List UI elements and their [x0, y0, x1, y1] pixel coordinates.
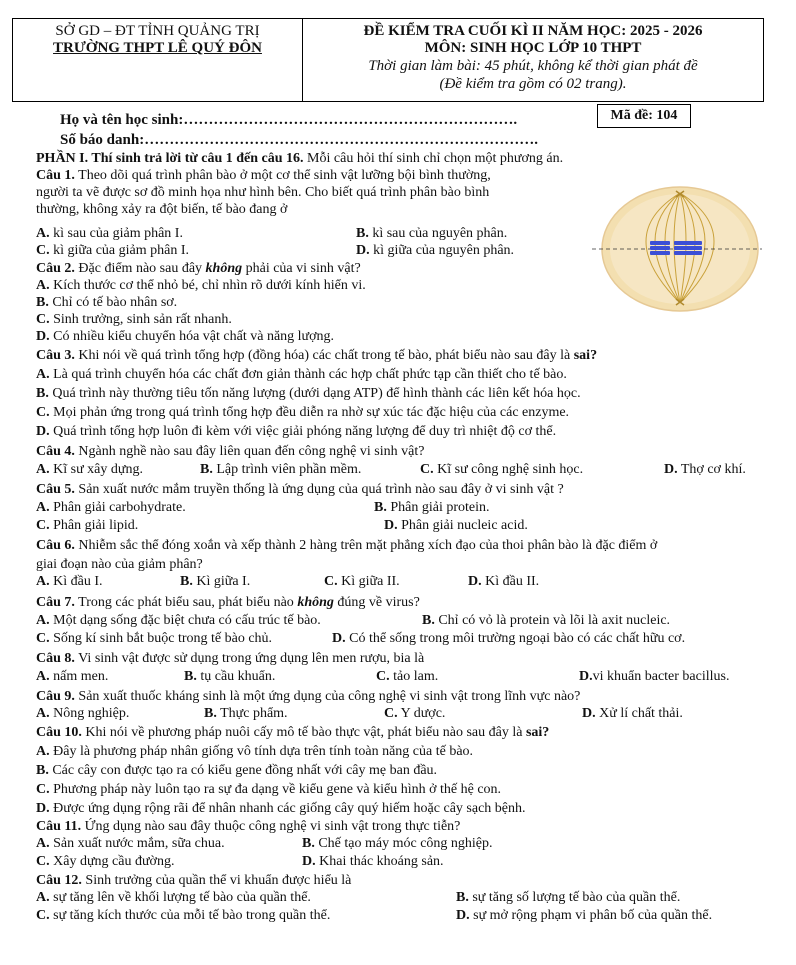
option-key: D. — [302, 854, 316, 869]
q1-label: Câu 1. — [36, 168, 75, 183]
question-11 — [36, 818, 460, 835]
q6-label: Câu 6. — [36, 538, 75, 553]
option-key: C. — [384, 706, 398, 721]
q12-label: Câu 12. — [36, 873, 82, 888]
school-name: TRƯỜNG THPT LÊ QUÝ ĐÔN — [53, 40, 262, 56]
option-key: C. — [36, 518, 50, 533]
pages-note: (Đề kiểm tra gồm có 02 trang). — [439, 76, 627, 92]
q6-text-line2: giai đoạn nào của giảm phân? — [36, 557, 203, 572]
chromosome — [650, 241, 670, 245]
option-text: Xây dựng cầu đường. — [49, 854, 175, 869]
q3-option-a[interactable] — [36, 366, 567, 383]
chromosome — [674, 246, 702, 250]
q1-option-a[interactable] — [36, 226, 183, 242]
q7-text-end: đúng về virus? — [333, 595, 420, 610]
department-name: SỞ GD – ĐT TỈNH QUẢNG TRỊ — [55, 23, 260, 39]
option-key: C. — [420, 462, 434, 477]
option-text: Phân giải protein. — [386, 500, 490, 515]
option-key: B. — [36, 763, 49, 778]
option-text: Xử lí chất thải. — [595, 706, 683, 721]
question-9 — [36, 688, 580, 705]
option-text: Chỉ có vỏ là protein và lõi là axit nucleic. — [434, 613, 671, 628]
q2-option-b[interactable] — [36, 294, 177, 311]
option-text: Kì đầu I. — [49, 574, 103, 589]
q1-option-c[interactable] — [36, 243, 189, 259]
q6-option-d[interactable] — [468, 574, 539, 590]
q3-text: Khi nói về quá trình tổng hợp (đồng hóa) các chất trong tế bào, phát biểu nào sau đây là — [74, 348, 574, 363]
option-text: Được ứng dụng rộng rãi để nhân nhanh các giống cây quý hiếm hoặc cây sạch bệnh. — [49, 801, 526, 816]
q7-text: Trong các phát biểu sau, phát biểu nào — [74, 595, 298, 610]
option-key: C. — [376, 669, 390, 684]
q10-label: Câu 10. — [36, 725, 82, 740]
option-key: C. — [36, 312, 50, 327]
q2-label: Câu 2. — [36, 261, 75, 276]
q10-emphasis: sai? — [525, 725, 550, 740]
option-key: B. — [356, 226, 369, 241]
option-key: A. — [36, 462, 50, 477]
option-text: Một dạng sống đặc biệt chưa có cấu trúc tế bào. — [49, 613, 321, 628]
option-key: C. — [36, 243, 50, 258]
q7-option-b[interactable] — [422, 613, 670, 629]
option-key: A. — [36, 836, 50, 851]
q6-option-a[interactable] — [36, 574, 103, 590]
question-7 — [36, 594, 420, 611]
option-key: C. — [36, 405, 50, 420]
question-5 — [36, 481, 564, 498]
option-text: kì sau của nguyên phân. — [368, 226, 508, 241]
question-12 — [36, 872, 351, 889]
option-key: D. — [332, 631, 346, 646]
option-key: D. — [664, 462, 678, 477]
option-text: Phân giải lipid. — [49, 518, 139, 533]
q9-option-b[interactable] — [204, 706, 288, 722]
q9-option-d[interactable] — [582, 706, 683, 722]
q7-option-d[interactable] — [332, 631, 685, 647]
q3-emphasis: sai? — [573, 348, 598, 363]
part1-heading — [36, 150, 563, 167]
option-text: Kì giữa I. — [192, 574, 251, 589]
option-key: B. — [200, 462, 213, 477]
option-key: C. — [36, 631, 50, 646]
q2-text-end: phải của vi sinh vật? — [242, 261, 361, 276]
q6-option-b[interactable] — [180, 574, 250, 590]
option-text: Phân giải nucleic acid. — [397, 518, 528, 533]
q4-option-a[interactable] — [36, 462, 143, 478]
option-text: Thực phẩm. — [216, 706, 288, 721]
option-text: sự tăng lên về khối lượng tế bào của quần thể. — [49, 890, 311, 905]
option-text: sự tăng kích thước của mỗi tế bào trong quần thể. — [49, 908, 331, 923]
q2-option-a[interactable] — [36, 277, 366, 294]
option-key: C. — [324, 574, 338, 589]
q11-option-a[interactable] — [36, 836, 225, 852]
option-text: Quá trình tổng hợp luôn đi kèm với việc giải phóng năng lượng để duy trì nhiệt độ cơ thể. — [49, 424, 557, 439]
option-text: Y dược. — [397, 706, 446, 721]
option-key: A. — [36, 367, 50, 382]
option-text: sự tăng số lượng tế bào của quần thể. — [468, 890, 681, 905]
option-text: tảo lam. — [389, 669, 439, 684]
q1-option-d[interactable] — [356, 243, 514, 259]
q5-option-a[interactable] — [36, 500, 186, 516]
option-key: B. — [456, 890, 469, 905]
q7-option-a[interactable] — [36, 613, 321, 629]
q10-option-c[interactable] — [36, 781, 501, 798]
q2-option-c[interactable] — [36, 311, 232, 328]
student-name-line: Họ và tên học sinh:…………………………………………………………. — [60, 112, 518, 128]
q5-option-b[interactable] — [374, 500, 490, 516]
option-key: B. — [36, 295, 49, 310]
chromosome — [674, 251, 702, 255]
option-key: C. — [36, 908, 50, 923]
option-key: D. — [579, 669, 593, 684]
option-key: A. — [36, 278, 50, 293]
option-text: Sinh trưởng, sinh sản rất nhanh. — [49, 312, 232, 327]
q9-label: Câu 9. — [36, 689, 75, 704]
q8-label: Câu 8. — [36, 651, 75, 666]
option-key: B. — [302, 836, 315, 851]
question-6 — [36, 537, 657, 554]
question-4 — [36, 443, 424, 460]
q1-text-line3: thường, không xảy ra đột biến, tế bào đang ở — [36, 202, 288, 217]
option-text: Kích thước cơ thể nhỏ bé, chỉ nhìn rõ dưới kính hiển vi. — [49, 278, 366, 293]
option-text: Chỉ có tế bào nhân sơ. — [48, 295, 178, 310]
question-10 — [36, 724, 549, 741]
q12-option-a[interactable] — [36, 890, 311, 906]
q5-text: Sản xuất nước mắm truyền thống là ứng dụng của quá trình nào sau đây ở vi sinh vật ? — [74, 482, 564, 497]
q4-option-c[interactable] — [420, 462, 583, 478]
q11-option-c[interactable] — [36, 854, 174, 870]
q12-option-b[interactable] — [456, 890, 680, 906]
option-text: Có nhiều kiểu chuyển hóa vật chất và năng lượng. — [49, 329, 335, 344]
q6-text: Nhiễm sắc thể đóng xoắn và xếp thành 2 hàng trên mặt phẳng xích đạo của thoi phân bào là đặc điểm ở — [74, 538, 658, 553]
q4-text: Ngành nghề nào sau đây liên quan đến công nghệ vi sinh vật? — [74, 444, 425, 459]
q4-label: Câu 4. — [36, 444, 75, 459]
question-1 — [36, 167, 491, 184]
option-key: A. — [36, 890, 50, 905]
question-8 — [36, 650, 424, 667]
option-text: nấm men. — [49, 669, 109, 684]
q9-option-a[interactable] — [36, 706, 129, 722]
option-text: Lập trình viên phần mềm. — [212, 462, 362, 477]
option-text: Mọi phản ứng trong quá trình tổng hợp đều diễn ra nhờ sự xúc tác đặc hiệu của các enzyme. — [49, 405, 570, 420]
option-key: D. — [36, 801, 50, 816]
q12-option-d[interactable] — [456, 908, 712, 924]
q12-option-c[interactable] — [36, 908, 330, 924]
q10-option-d[interactable] — [36, 800, 526, 817]
option-key: B. — [422, 613, 435, 628]
header-left — [13, 19, 303, 101]
option-key: B. — [36, 386, 49, 401]
q8-option-a[interactable] — [36, 669, 108, 685]
option-key: B. — [184, 669, 197, 684]
option-key: A. — [36, 500, 50, 515]
part1-title: PHẦN I. Thí sinh trả lời từ câu 1 đến câu 16. — [36, 151, 304, 166]
option-text: Chế tạo máy móc công nghiệp. — [314, 836, 493, 851]
option-key: B. — [204, 706, 217, 721]
q7-label: Câu 7. — [36, 595, 75, 610]
exam-code-box: Mã đề: 104 — [597, 104, 691, 128]
q1-option-b[interactable] — [356, 226, 507, 242]
student-id-line: Số báo danh:……………………………………………………………………. — [60, 132, 538, 148]
option-key: A. — [36, 669, 50, 684]
option-text: vi khuẩn bacter bacillus. — [592, 669, 730, 684]
option-text: Kì đầu II. — [481, 574, 540, 589]
option-key: D. — [384, 518, 398, 533]
option-text: kì giữa của nguyên phân. — [369, 243, 515, 258]
q8-text: Vi sinh vật được sử dụng trong ứng dụng lên men rượu, bia là — [74, 651, 425, 666]
option-text: Kĩ sư công nghệ sinh học. — [433, 462, 584, 477]
q5-option-d[interactable] — [384, 518, 528, 534]
q11-label: Câu 11. — [36, 819, 82, 834]
q5-label: Câu 5. — [36, 482, 75, 497]
option-key: D. — [36, 329, 50, 344]
q6-option-c[interactable] — [324, 574, 400, 590]
option-key: C. — [36, 782, 50, 797]
option-text: kì sau của giảm phân I. — [49, 226, 183, 241]
q4-option-b[interactable] — [200, 462, 361, 478]
option-text: sự mở rộng phạm vi phân bố của quần thể. — [469, 908, 713, 923]
q9-text: Sản xuất thuốc kháng sinh là một ứng dụng của công nghệ vi sinh vật trong lĩnh vực nào? — [74, 689, 581, 704]
q3-label: Câu 3. — [36, 348, 75, 363]
q3-option-b[interactable] — [36, 385, 581, 402]
q11-option-d[interactable] — [302, 854, 444, 870]
exam-title: ĐỀ KIỂM TRA CUỐI KÌ II NĂM HỌC: 2025 - 2026 — [363, 23, 703, 39]
option-key: A. — [36, 706, 50, 721]
option-text: Các cây con được tạo ra có kiểu gene đồng nhất với cây mẹ ban đầu. — [48, 763, 438, 778]
option-text: Kì giữa II. — [337, 574, 400, 589]
question-3 — [36, 347, 597, 364]
exam-header — [12, 18, 764, 102]
option-text: Thợ cơ khí. — [677, 462, 746, 477]
q2-option-d[interactable] — [36, 328, 334, 345]
option-key: A. — [36, 574, 50, 589]
option-key: A. — [36, 613, 50, 628]
option-key: A. — [36, 226, 50, 241]
q8-option-d[interactable] — [579, 669, 729, 685]
option-key: D. — [582, 706, 596, 721]
option-key: D. — [356, 243, 370, 258]
option-text: Nông nghiệp. — [49, 706, 130, 721]
option-text: Là quá trình chuyển hóa các chất đơn giản thành các hợp chất phức tạp cần thiết cho tế bào. — [49, 367, 567, 382]
option-text: Sản xuất nước mắm, sữa chua. — [49, 836, 225, 851]
q2-text: Đặc điểm nào sau đây — [74, 261, 206, 276]
chromosome — [650, 246, 670, 250]
q11-text: Ứng dụng nào sau đây thuộc công nghệ vi sinh vật trong thực tiễn? — [81, 819, 461, 834]
question-2 — [36, 260, 361, 277]
option-text: Có thể sống trong môi trường ngoại bào có các chất hữu cơ. — [345, 631, 686, 646]
option-key: B. — [374, 500, 387, 515]
q4-option-d[interactable] — [664, 462, 746, 478]
exam-subject: MÔN: SINH HỌC LỚP 10 THPT — [424, 40, 642, 56]
cell-division-figure — [592, 185, 762, 313]
option-key: A. — [36, 744, 50, 759]
q9-option-c[interactable] — [384, 706, 445, 722]
option-text: Sống kí sinh bắt buộc trong tế bào chủ. — [49, 631, 273, 646]
option-key: D. — [456, 908, 470, 923]
q2-emphasis: không — [205, 261, 243, 276]
q11-option-b[interactable] — [302, 836, 493, 852]
option-text: Phương pháp này luôn tạo ra sự đa dạng về kiểu gene và kiểu hình ở thế hệ con. — [49, 782, 502, 797]
header-right — [303, 19, 763, 101]
option-text: Quá trình này thường tiêu tốn năng lượng (dưới dạng ATP) để hình thành các liên kết hóa học. — [48, 386, 581, 401]
chromosome — [674, 241, 702, 245]
q7-emphasis: không — [297, 595, 334, 610]
q8-option-c[interactable] — [376, 669, 438, 685]
q10-text: Khi nói về phương pháp nuôi cấy mô tế bào thực vật, phát biểu nào sau đây là — [81, 725, 526, 740]
q1-text-line2: người ta vẽ được sơ đồ minh họa như hình bên. Cho biết quá trình phân bào bình — [36, 185, 490, 200]
option-text: Đây là phương pháp nhân giống vô tính dựa trên tính toàn năng của tế bào. — [49, 744, 474, 759]
q8-option-b[interactable] — [184, 669, 275, 685]
option-key: D. — [36, 424, 50, 439]
option-text: Khai thác khoáng sản. — [315, 854, 444, 869]
q5-option-c[interactable] — [36, 518, 138, 534]
option-text: Phân giải carbohydrate. — [49, 500, 186, 515]
chromosome — [650, 251, 670, 255]
q3-option-d[interactable] — [36, 423, 556, 440]
q10-option-a[interactable] — [36, 743, 473, 760]
q7-option-c[interactable] — [36, 631, 272, 647]
option-key: D. — [468, 574, 482, 589]
option-key: C. — [36, 854, 50, 869]
chromosomes — [650, 241, 702, 255]
option-key: B. — [180, 574, 193, 589]
q10-option-b[interactable] — [36, 762, 437, 779]
q3-option-c[interactable] — [36, 404, 569, 421]
q12-text: Sinh trưởng của quần thể vi khuẩn được hiểu là — [81, 873, 352, 888]
option-text: tụ cầu khuẩn. — [196, 669, 276, 684]
q1-text: Theo dõi quá trình phân bào ở một cơ thể sinh vật lưỡng bội bình thường, — [74, 168, 491, 183]
part1-instruction: Mỗi câu hỏi thí sinh chỉ chọn một phương án. — [303, 151, 564, 166]
option-text: Kĩ sư xây dựng. — [49, 462, 143, 477]
option-text: kì giữa của giảm phân I. — [49, 243, 190, 258]
time-note: Thời gian làm bài: 45 phút, không kể thời gian phát đề — [368, 58, 698, 74]
